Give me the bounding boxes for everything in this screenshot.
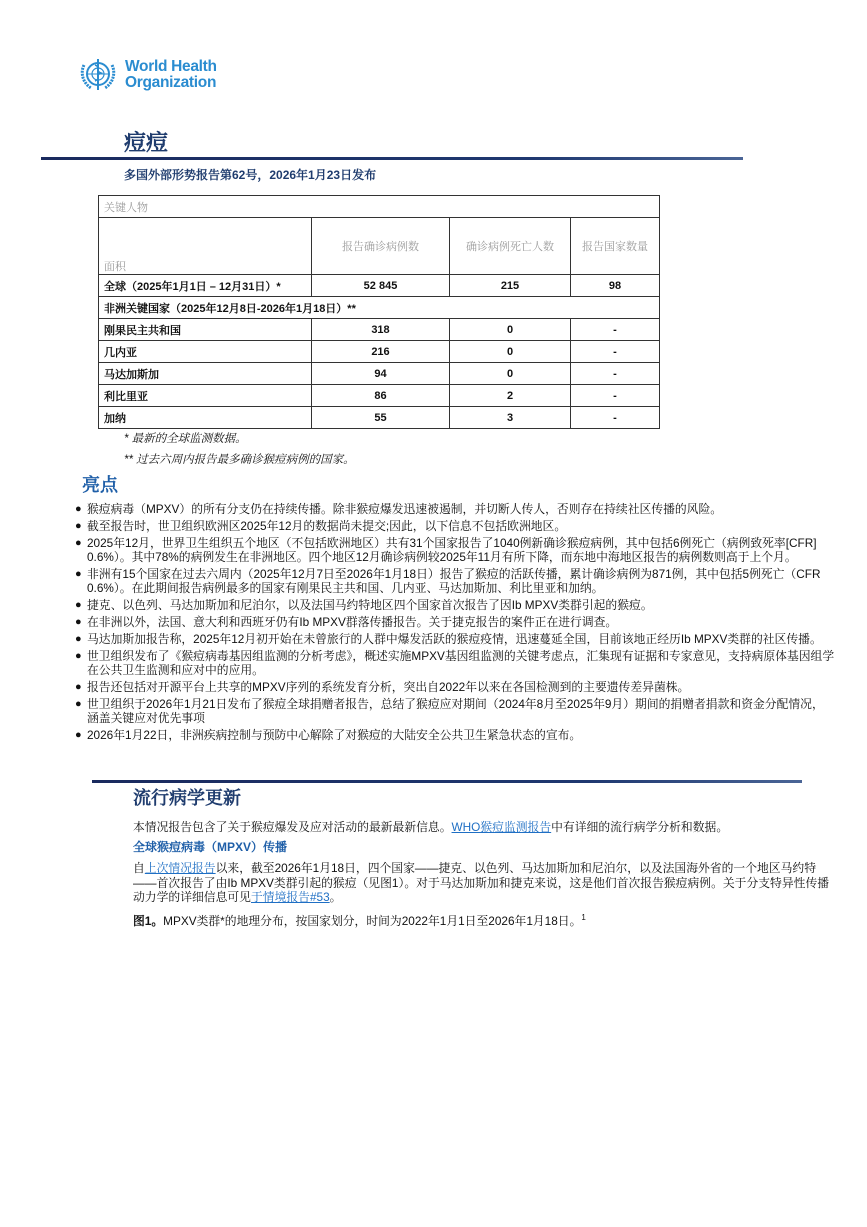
list-item-text: 报告还包括对开源平台上共享的MPXV序列的系统发育分析，突出自2022年以来在各国检测到的主要遗传差异菌株。 [87, 679, 690, 694]
cell-cases: 94 [312, 363, 450, 385]
org-name [125, 59, 217, 91]
transmission-paragraph [133, 861, 833, 905]
table-row [99, 319, 660, 341]
list-item [75, 598, 835, 613]
figure-caption [133, 912, 586, 929]
section-divider [92, 780, 802, 783]
table-header-row [99, 218, 660, 275]
cell-area: 利比里亚 [99, 385, 312, 407]
table-row [99, 341, 660, 363]
cell-cases: 55 [312, 407, 450, 429]
cell-cases: 216 [312, 341, 450, 363]
epi-intro-text-end: 中有详细的流行病学分析和数据。 [551, 820, 729, 834]
cell-area: 刚果民主共和国 [99, 319, 312, 341]
bullet-icon: ● [75, 599, 82, 612]
highlights-list [75, 502, 835, 745]
column-header-area: 面积 [99, 218, 312, 275]
list-item-text: 非洲有15个国家在过去六周内（2025年12月7日至2026年1月18日）报告了猴痘的活跃传播，累计确诊病例为871例，其中包括5例死亡（CFR 0.6%）。在此期间报告病例最多的国家有刚果民主共和国、几内亚、马达加斯加、利比里亚和加纳。 [87, 566, 821, 596]
list-item-text: 马达加斯加报告称，2025年12月初开始在未曾旅行的人群中爆发活跃的猴痘疫情，迅速蔓延全国，目前该地正经历Ib MPXV类群的社区传播。 [87, 631, 822, 646]
column-header-deaths: 确诊病例死亡人数 [450, 218, 571, 275]
table-row [99, 363, 660, 385]
cell-deaths: 215 [450, 275, 571, 297]
cell-cases: 52 845 [312, 275, 450, 297]
para-text: 以来，截至2026年1月18日，四个国家——捷克、以色列、马达加斯加和尼泊尔，以及法国海外省的一个地区马约特——首次报告了由Ib MPXV类群引起的猴痘（见图1）。对于马达加斯加和捷克来说，这是他们首次报告猴痘病例。关于分支特异性传播动力学的详细信息可见 [133, 861, 830, 904]
cell-area: 几内亚 [99, 341, 312, 363]
bullet-icon: ● [75, 503, 82, 515]
cell-countries: 98 [571, 275, 660, 297]
bullet-icon: ● [75, 519, 82, 532]
bullet-icon: ● [75, 680, 82, 693]
table-row-global [99, 275, 660, 297]
list-item [75, 680, 835, 695]
table-caption: 关键人物 [99, 196, 660, 218]
list-item [75, 536, 835, 565]
epi-intro-text: 本情况报告包含了关于猴痘爆发及应对活动的最新最新信息。 [133, 820, 452, 834]
list-item-text: 猴痘病毒（MPXV）的所有分支仍在持续传播。除非猴痘爆发迅速被遏制，并切断人传人，否则存在持续社区传播的风险。 [87, 502, 723, 516]
org-name-line1: World Health [125, 58, 217, 75]
para-text: 自 [133, 861, 145, 875]
list-item [75, 697, 835, 726]
table-caption-row [99, 196, 660, 218]
figure-caption-text: MPXV类群*的地理分布，按国家划分，时间为2022年1月1日至2026年1月18日。 [163, 914, 582, 928]
bullet-icon: ● [75, 697, 82, 710]
bullet-icon: ● [75, 615, 82, 628]
list-item-text: 2025年12月，世界卫生组织五个地区（不包括欧洲地区）共有31个国家报告了1040例新确诊猴痘病例，其中包括6例死亡（病例致死率[CFR] 0.6%）。其中78%的病例发生在非洲地区。四个地区12月确诊病例较2025年11月有所下降，而东地中海地区报告的病例数则高于上个月。 [87, 535, 817, 565]
cell-deaths: 3 [450, 407, 571, 429]
who-emblem-icon [77, 55, 119, 95]
list-item [75, 615, 835, 630]
list-item [75, 649, 835, 678]
list-item-text: 在非洲以外，法国、意大利和西班牙仍有Ib MPXV群落传播报告。关于捷克报告的案件正在进行调查。 [87, 614, 618, 629]
cell-cases: 318 [312, 319, 450, 341]
cell-countries: - [571, 363, 660, 385]
epi-intro-paragraph [133, 818, 823, 835]
bullet-icon: ● [75, 649, 82, 662]
cell-countries: - [571, 319, 660, 341]
list-item-text: 2026年1月22日，非洲疾病控制与预防中心解除了对猴痘的大陆安全公共卫生紧急状态的宣布。 [87, 727, 582, 742]
situation-report-53-link[interactable]: 于情境报告#53 [250, 890, 330, 904]
bullet-icon: ● [75, 632, 82, 645]
bullet-icon: ● [75, 567, 82, 580]
list-item [75, 519, 835, 534]
cell-deaths: 0 [450, 363, 571, 385]
key-figures-table [98, 195, 660, 429]
bullet-icon: ● [75, 536, 82, 549]
section-header-africa: 非洲关键国家（2025年12月8日-2026年1月18日）** [99, 297, 660, 319]
list-item [75, 502, 835, 517]
column-header-countries: 报告国家数量 [571, 218, 660, 275]
last-situation-report-link[interactable]: 上次情况报告 [144, 861, 216, 875]
para-text: 。 [329, 890, 342, 904]
cell-deaths: 0 [450, 319, 571, 341]
cell-area: 加纳 [99, 407, 312, 429]
figure-label: 图1。 [133, 914, 164, 928]
list-item [75, 632, 835, 647]
cell-cases: 86 [312, 385, 450, 407]
column-header-cases: 报告确诊病例数 [312, 218, 450, 275]
list-item [75, 567, 835, 596]
cell-countries: - [571, 385, 660, 407]
table-footnote-2: ** 过去六周内报告最多确诊猴痘病例的国家。 [124, 454, 355, 466]
cell-area: 全球（2025年1月1日 – 12月31日）* [99, 275, 312, 297]
cell-countries: - [571, 341, 660, 363]
bullet-icon: ● [75, 728, 82, 741]
who-logo [77, 55, 217, 95]
list-item-text: 世卫组织于2026年1月21日发布了猴痘全球捐赠者报告，总结了猴痘应对期间（2024年8月至2025年9月）期间的捐赠者捐款和资金分配情况，涵盖关键应对优先事项 [87, 696, 824, 726]
header-divider [41, 157, 743, 160]
list-item-text: 世卫组织发布了《猴痘病毒基因组监测的分析考虑》，概述实施MPXV基因组监测的关键考虑点，汇集现有证据和专家意见，支持病原体基因组学在公共卫生监测和应对中的应用。 [87, 648, 835, 678]
cell-countries: - [571, 407, 660, 429]
epi-update-heading: 流行病学更新 [133, 788, 241, 808]
table-row [99, 407, 660, 429]
list-item-text: 捷克、以色列、马达加斯加和尼泊尔，以及法国马约特地区四个国家首次报告了因Ib MPXV类群引起的猴痘。 [87, 598, 653, 613]
cell-area: 马达加斯加 [99, 363, 312, 385]
report-subtitle: 多国外部形势报告第62号，2026年1月23日发布 [124, 168, 377, 182]
list-item [75, 728, 835, 743]
document-title: 痘痘 [124, 130, 169, 155]
global-transmission-subheading: 全球猴痘病毒（MPXV）传播 [133, 840, 288, 854]
surveillance-report-link[interactable]: WHO猴痘监测报告 [451, 820, 552, 834]
cell-deaths: 2 [450, 385, 571, 407]
table-footnote-1: * 最新的全球监测数据。 [124, 433, 247, 445]
org-name-line2: Organization [125, 74, 217, 91]
cell-deaths: 0 [450, 341, 571, 363]
highlights-heading: 亮点 [82, 475, 118, 495]
table-row [99, 385, 660, 407]
figure-footnote-ref: 1 [581, 913, 586, 923]
table-section-row-africa [99, 297, 660, 319]
list-item-text: 截至报告时，世卫组织欧洲区2025年12月的数据尚未提交;因此，以下信息不包括欧洲地区。 [87, 518, 567, 533]
